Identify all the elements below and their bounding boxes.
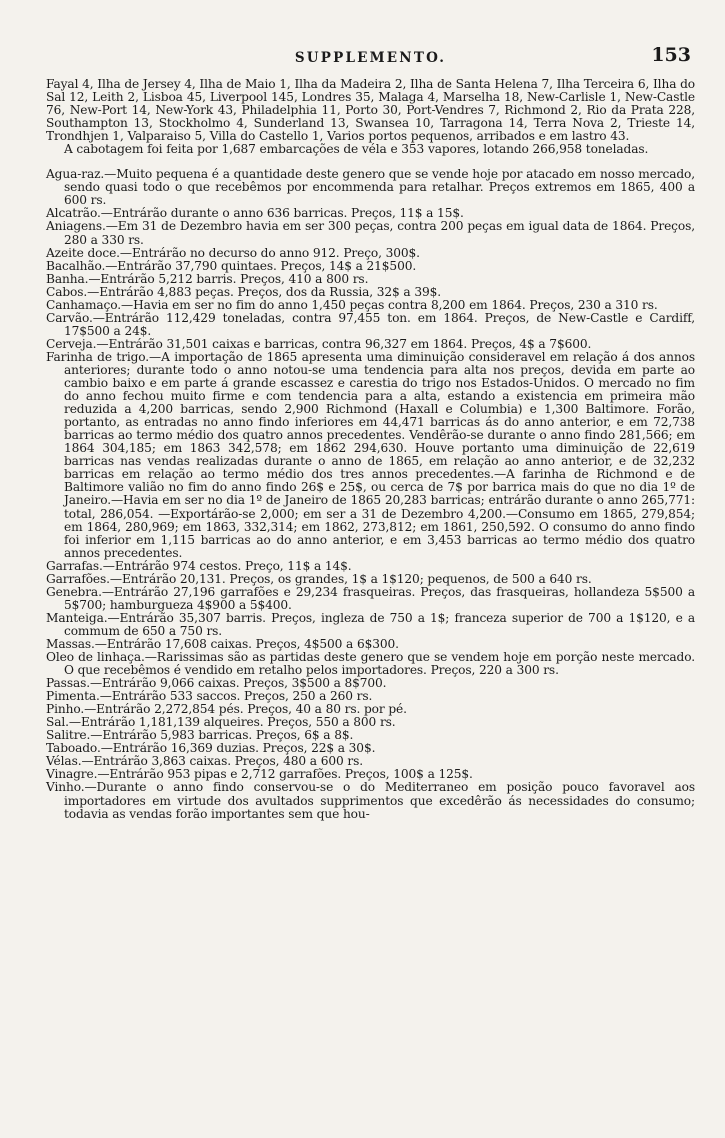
entry-genebra: Genebra.—Entrárão 27,196 garrafões e 29,234 frasqueiras. Preços, das frasqueiras, hollandeza 5$500 a 5$700; hamburgueza 4$900 a 5$400. bbox=[46, 584, 695, 612]
entry-oleo-de-linhaca: Oleo de linhaça.—Rarissimas são as partidas deste genero que se vendem hoje em porção neste mercado. O que recebêmos é vendido em retalho pelos importadores. Preços, 220 a 300 rs. bbox=[46, 650, 695, 678]
entry-vinagre: Vinagre.—Entrárão 953 pipas e 2,712 garrafões. Preços, 100$ a 125$. bbox=[46, 767, 473, 782]
entry-pimenta: Pimenta.—Entrárão 533 saccos. Preços, 250 a 260 rs. bbox=[46, 689, 373, 704]
entry-alcatrao: Alcatrão.—Entrárão durante o anno 636 barricas. Preços, 11$ a 15$. bbox=[46, 206, 464, 221]
entry-aniagens: Aniagens.—Em 31 de Dezembro havia em ser 300 peças, contra 200 peças em igual data de 1864. Preços, 280 a 330 rs. bbox=[46, 219, 695, 247]
entry-canhamaco: Canhamaço.—Havia em ser no fim do anno 1,450 peças contra 8,200 em 1864. Preços, 230 a 310 rs. bbox=[46, 297, 658, 312]
entry-garrafoes: Garrafões.—Entrárão 20,131. Preços, os grandes, 1$ a 1$120; pequenos, de 500 a 640 rs. bbox=[46, 571, 592, 586]
entry-cerveja: Cerveja.—Entrárão 31,501 caixas e barricas, contra 96,327 em 1864. Preços, 4$ a 7$600. bbox=[46, 336, 592, 351]
entry-manteiga: Manteiga.—Entrárão 35,307 barris. Preços, ingleza de 750 a 1$; franceza superior de 700 a 1$120, e a commum de 650 a 750 rs. bbox=[46, 610, 695, 638]
entry-cabos: Cabos.—Entrárão 4,883 peças. Preços, dos da Russia, 32$ a 39$. bbox=[46, 284, 441, 299]
entry-massas: Massas.—Entrárão 17,608 caixas. Preços, 4$500 a 6$300. bbox=[46, 636, 399, 651]
entry-taboado: Taboado.—Entrárão 16,369 duzias. Preços, 22$ a 30$. bbox=[46, 741, 376, 756]
entry-farinha-de-trigo: Farinha de trigo.—A importação de 1865 apresenta uma diminuição consideravel em relação á dos annos anteriores; durante todo o anno notou-se uma tendencia para alta nos preços, devida em parte ao cambio baixo e em parte á grande escassez e carestia do trigo nos Estados-Unidos. O mercado no fim do anno fechou muito firme e com tendencia para a alta, estando a existencia em primeira mão reduzida a 4,200 barricas, sendo 2,900 Richmond (Haxall e Columbia) e 1,300 Baltimore. Forão, portanto, as entradas no anno findo inferiores em 44,471 barricas ás do anno anterior, e em 72,738 barricas ao termo médio dos quatro annos precedentes. Vendêrão-se durante o anno findo 281,566; em 1864 304,185; em 1863 342,578; em 1862 294,630. Houve portanto uma diminuição de 22,619 barricas nas vendas realizadas durante o anno de 1865, em relação ao anno anterior, e de 32,232 barricas em relação ao termo médio dos tres annos precedentes.—A farinha de Richmond e de Baltimore valião no fim do anno findo 26$ e 25$, ou cerca de 7$ por barrica mais do que no dia 1º de Janeiro.—Havia em ser no dia 1º de Janeiro de 1865 20,283 barricas; entrárão durante o anno 265,771: total, 286,054. —Exportárão-se 2,000; em ser a 31 de Dezembro 4,200.—Consumo em 1865, 279,854; em 1864, 280,969; em 1863, 332,314; em 1862, 273,812; em 1861, 250,592. O consumo do anno findo foi inferior em 1,115 barricas ao do anno anterior, e em 3,453 barricas ao termo médio dos quatro annos precedentes. bbox=[46, 349, 695, 560]
commodity-list bbox=[46, 168, 695, 820]
entry-velas: Vélas.—Entrárão 3,863 caixas. Preços, 480 a 600 rs. bbox=[46, 754, 363, 769]
entry-vinho: Vinho.—Durante o anno findo conservou-se o do Mediterraneo em posição pouco favoravel aos importadores em virtude dos avultados supprimentos que excedêrão ás necessidades do consumo; todavia as vendas forão importantes sem que hou- bbox=[46, 780, 695, 821]
page-number: 153 bbox=[651, 44, 691, 66]
entry-pinho: Pinho.—Entrárão 2,272,854 pés. Preços, 40 a 80 rs. por pé. bbox=[46, 702, 407, 717]
entry-garrafas: Garrafas.—Entrárão 974 cestos. Preço, 11$ a 14$. bbox=[46, 558, 352, 573]
intro-section bbox=[46, 78, 695, 156]
entry-salitre: Salitre.—Entrárão 5,983 barricas. Preços, 6$ a 8$. bbox=[46, 728, 354, 743]
running-title: SUPPLEMENTO. bbox=[294, 50, 447, 66]
entry-azeite-doce: Azeite doce.—Entrárão no decurso do anno 912. Preço, 300$. bbox=[46, 245, 420, 260]
cabotage-paragraph: A cabotagem foi feita por 1,687 embarcações de véla e 353 vapores, lotando 266,958 toneladas. bbox=[64, 142, 649, 157]
entry-carvao: Carvão.—Entrárão 112,429 toneladas, contra 97,455 ton. em 1864. Preços, de New-Castle e Cardiff, 17$500 a 24$. bbox=[46, 310, 695, 338]
page-header bbox=[46, 44, 695, 72]
entry-banha: Banha.—Entrárão 5,212 barris. Preços, 410 a 800 rs. bbox=[46, 271, 369, 286]
entry-agua-raz: Agua-raz.—Muito pequena é a quantidade deste genero que se vende hoje por atacado em nosso mercado, sendo quasi todo o que recebêmos por encommenda para retalhar. Preços extremos em 1865, 400 a 600 rs. bbox=[46, 167, 695, 208]
entry-sal: Sal.—Entrárão 1,181,139 alqueires. Preços, 550 a 800 rs. bbox=[46, 715, 396, 730]
entry-bacalhao: Bacalhão.—Entrárão 37,790 quintaes. Preços, 14$ a 21$500. bbox=[46, 258, 417, 273]
entry-passas: Passas.—Entrárão 9,066 caixas. Preços, 3$500 a 8$700. bbox=[46, 676, 387, 691]
port-list-paragraph: Fayal 4, Ilha de Jersey 4, Ilha de Maio 1, Ilha da Madeira 2, Ilha de Santa Helena 7, Ilha Terceira 6, Ilha do Sal 12, Leith 2, Lisboa 45, Liverpool 145, Londres 35, Malaga 4, Marselha 18, New-Carlisle 1, New-Castle 76, New-Port 14, New-York 43, Philadelphia 11, Porto 30, Port-Vendres 7, Richmond 2, Rio da Prata 228, Southampton 13, Stockholmo 4, Sunderland 13, Swansea 10, Tarragona 14, Terra Nova 2, Trieste 14, Trondhjen 1, Valparaiso 5, Villa do Castello 1, Varios portos pequenos, arribados e em lastro 43. bbox=[46, 77, 695, 144]
